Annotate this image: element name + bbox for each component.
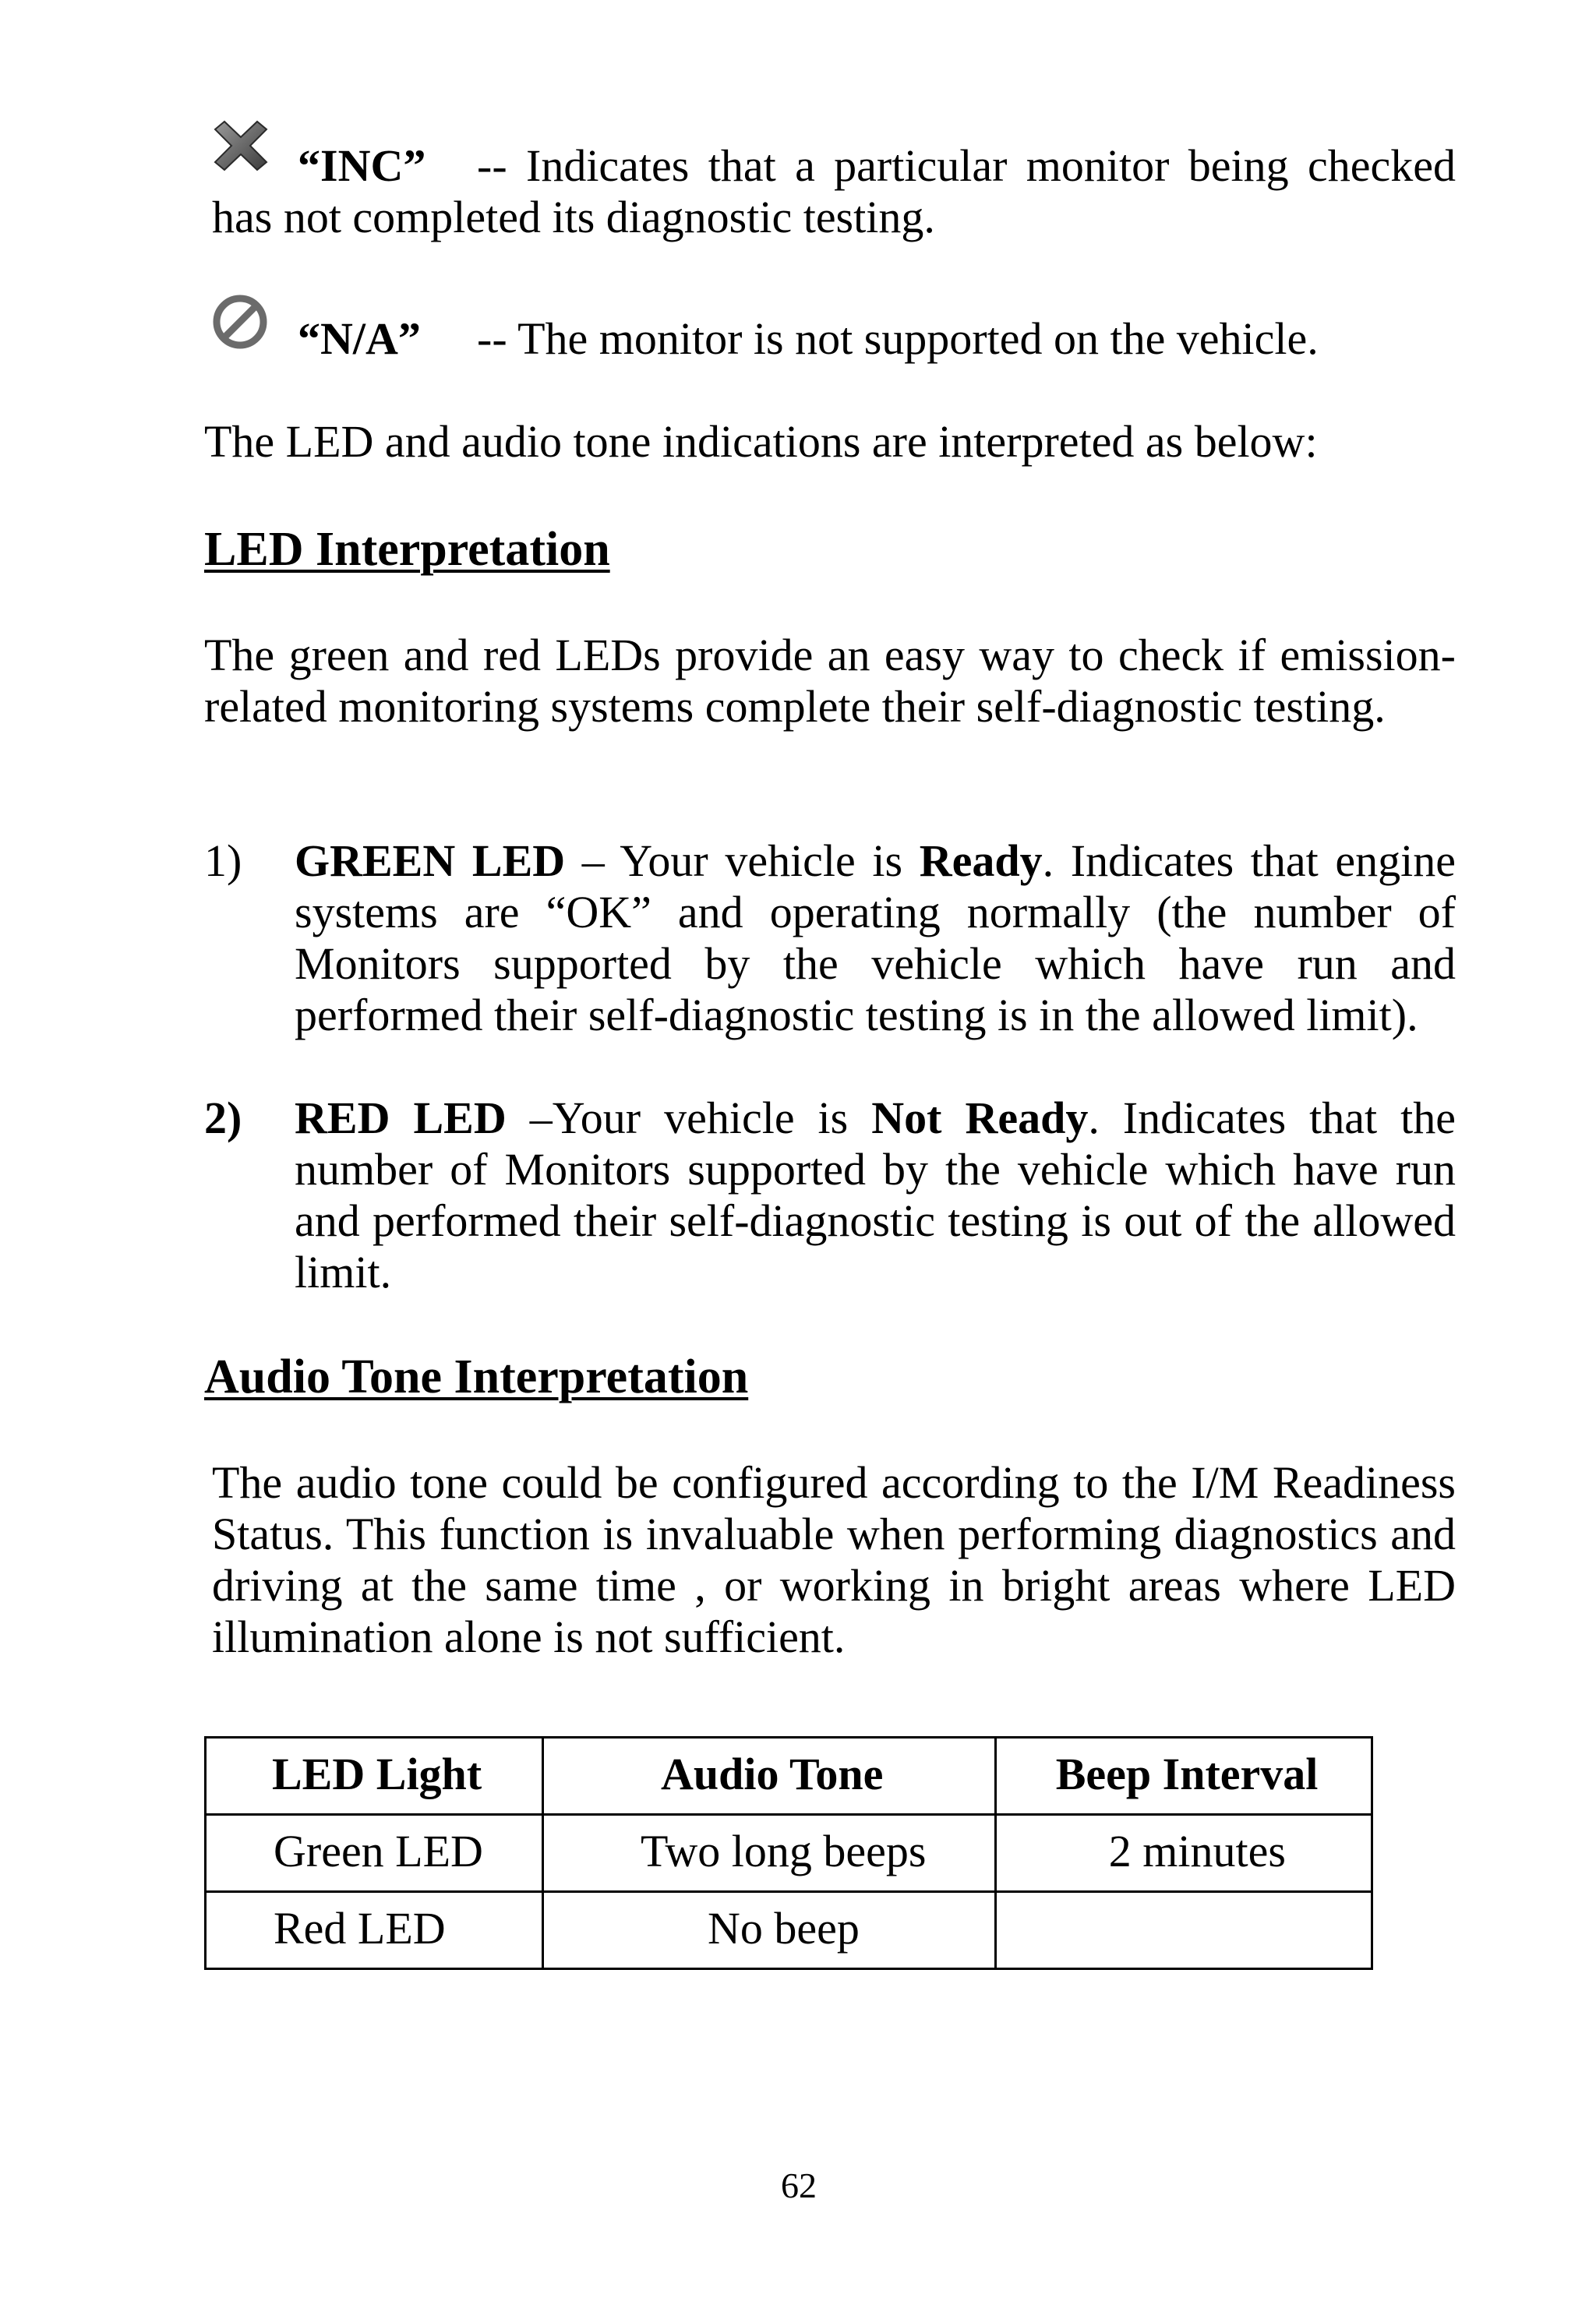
red-led-text: . Indicates that the number of Monitors supported by the vehicle which have run and performed their self-diagnostic testing is out of the allowed limit.	[295, 1093, 1457, 1297]
intro-text: The LED and audio tone indications are interpreted as below:	[204, 416, 1318, 467]
table-header-beep-interval: Beep Interval	[995, 1738, 1372, 1815]
red-led-status: Not Ready	[871, 1093, 1089, 1143]
table-cell: 2 minutes	[995, 1815, 1372, 1892]
not-available-icon	[210, 292, 270, 351]
na-label: “N/A”	[298, 313, 421, 364]
table-cell: Green LED	[206, 1815, 543, 1892]
audio-tone-table	[204, 1736, 1373, 1970]
red-led-number: 2)	[204, 1093, 242, 1143]
green-led-item	[295, 835, 1456, 1041]
green-led-text: . Indicates that engine systems are “OK” and operating normally (the number of Monitors supported by the vehicle which have run and performed their self-diagnostic testing is in the allowed limit).	[295, 835, 1456, 1040]
green-led-status: Ready	[919, 835, 1043, 886]
inc-x-icon	[210, 118, 271, 173]
led-intro-paragraph: The green and red LEDs provide an easy way to check if emission-related monitoring systems complete their self-diagnostic testing.	[204, 630, 1456, 732]
table-cell	[995, 1892, 1372, 1969]
table-header-audio-tone: Audio Tone	[543, 1738, 996, 1815]
audio-tone-heading: Audio Tone Interpretation	[204, 1350, 749, 1403]
na-description: -- The monitor is not supported on the vehicle.	[477, 313, 1319, 364]
green-led-number: 1)	[204, 835, 242, 886]
led-interpretation-heading: LED Interpretation	[204, 523, 610, 576]
green-led-dash: – Your vehicle is	[565, 835, 920, 886]
table-row	[206, 1815, 1372, 1892]
table-cell: Red LED	[206, 1892, 543, 1969]
table-header-row	[206, 1738, 1372, 1815]
table-header-led-light: LED Light	[206, 1738, 543, 1815]
table-cell: No beep	[543, 1892, 996, 1969]
inc-label: “INC”	[298, 140, 426, 191]
table-row	[206, 1892, 1372, 1969]
red-led-item	[295, 1093, 1456, 1298]
red-led-title: RED LED	[295, 1093, 507, 1143]
audio-tone-paragraph: The audio tone could be configured according to the I/M Readiness Status. This function is invaluable when performing diagnostics and driving at the same time , or working in bright areas where LED illumination alone is not sufficient.	[212, 1457, 1456, 1662]
page-number: 62	[781, 2166, 817, 2205]
red-led-dash: –Your vehicle is	[506, 1093, 872, 1143]
green-led-title: GREEN LED	[295, 835, 566, 886]
inc-description-continued: has not completed its diagnostic testing.	[212, 192, 935, 242]
inc-description: -- Indicates that a particular monitor being checked	[477, 140, 1456, 191]
table-cell: Two long beeps	[543, 1815, 996, 1892]
